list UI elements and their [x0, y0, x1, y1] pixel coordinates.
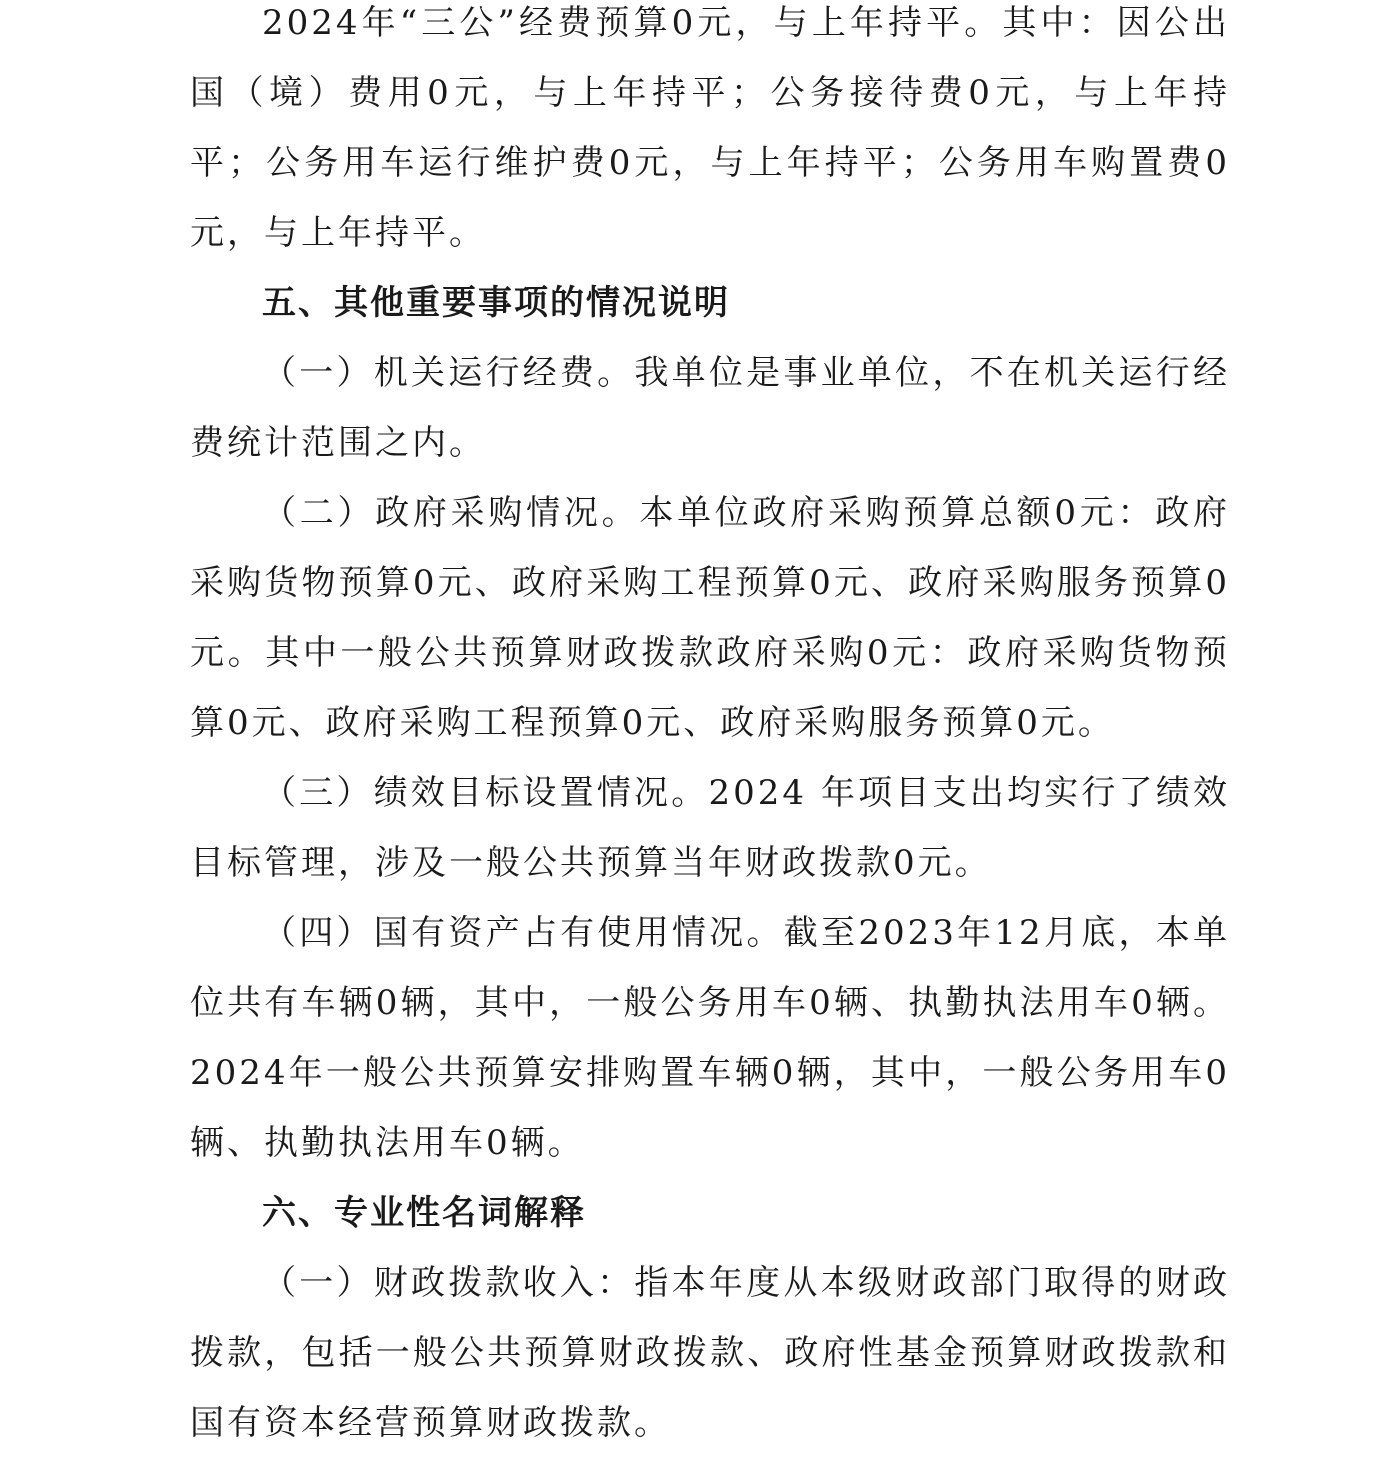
paragraph-5-3-body: 2024 年项目支出均实行了绩效目标管理，涉及一般公共预算当年财政拨款0元。 — [190, 773, 1230, 883]
paragraph-5-2 — [190, 478, 1230, 758]
paragraph-5-2-body: 本单位政府采购预算总额0元：政府采购货物预算0元、政府采购工程预算0元、政府采购服务预算0元。其中一般公共预算财政拨款政府采购0元：政府采购货物预算0元、政府采购工程预算0元、政府采购服务预算0元。 — [190, 493, 1230, 743]
paragraph-5-1 — [190, 338, 1230, 478]
paragraph-5-4-body: 截至2023年12月底，本单位共有车辆0辆，其中，一般公务用车0辆、执勤执法用车0辆。2024年一般公共预算安排购置车辆0辆，其中，一般公务用车0辆、执勤执法用车0辆。 — [190, 913, 1230, 1163]
paragraph-sangong-budget: 2024年“三公”经费预算0元，与上年持平。其中：因公出国（境）费用0元，与上年持平；公务接待费0元，与上年持平；公务用车运行维护费0元，与上年持平；公务用车购置费0元，与上年持平。 — [190, 3, 1230, 253]
paragraph-5-1-body: 我单位是事业单位，不在机关运行经费统计范围之内。 — [190, 353, 1231, 463]
paragraph-5-2-lead: （二）政府采购情况。 — [262, 493, 640, 533]
paragraph-5-3 — [190, 758, 1230, 898]
paragraph-5-4 — [190, 898, 1230, 1178]
paragraph-5-3-lead: （三）绩效目标设置情况。 — [262, 773, 709, 813]
paragraph-5-4-lead: （四）国有资产占有使用情况。 — [262, 913, 784, 953]
paragraph-6-1-body: 指本年度从本级财政部门取得的财政拨款，包括一般公共预算财政拨款、政府性基金预算财政拨款和国有资本经营预算财政拨款。 — [190, 1263, 1231, 1443]
section-heading-5: 五、其他重要事项的情况说明 — [262, 283, 730, 323]
paragraph-5-1-lead: （一）机关运行经费。 — [262, 353, 635, 393]
paragraph-6-1 — [190, 1248, 1230, 1458]
paragraph-6-1-lead: （一）财政拨款收入： — [262, 1263, 635, 1303]
document-page — [190, 0, 1230, 1458]
section-heading-6: 六、专业性名词解释 — [262, 1193, 586, 1233]
